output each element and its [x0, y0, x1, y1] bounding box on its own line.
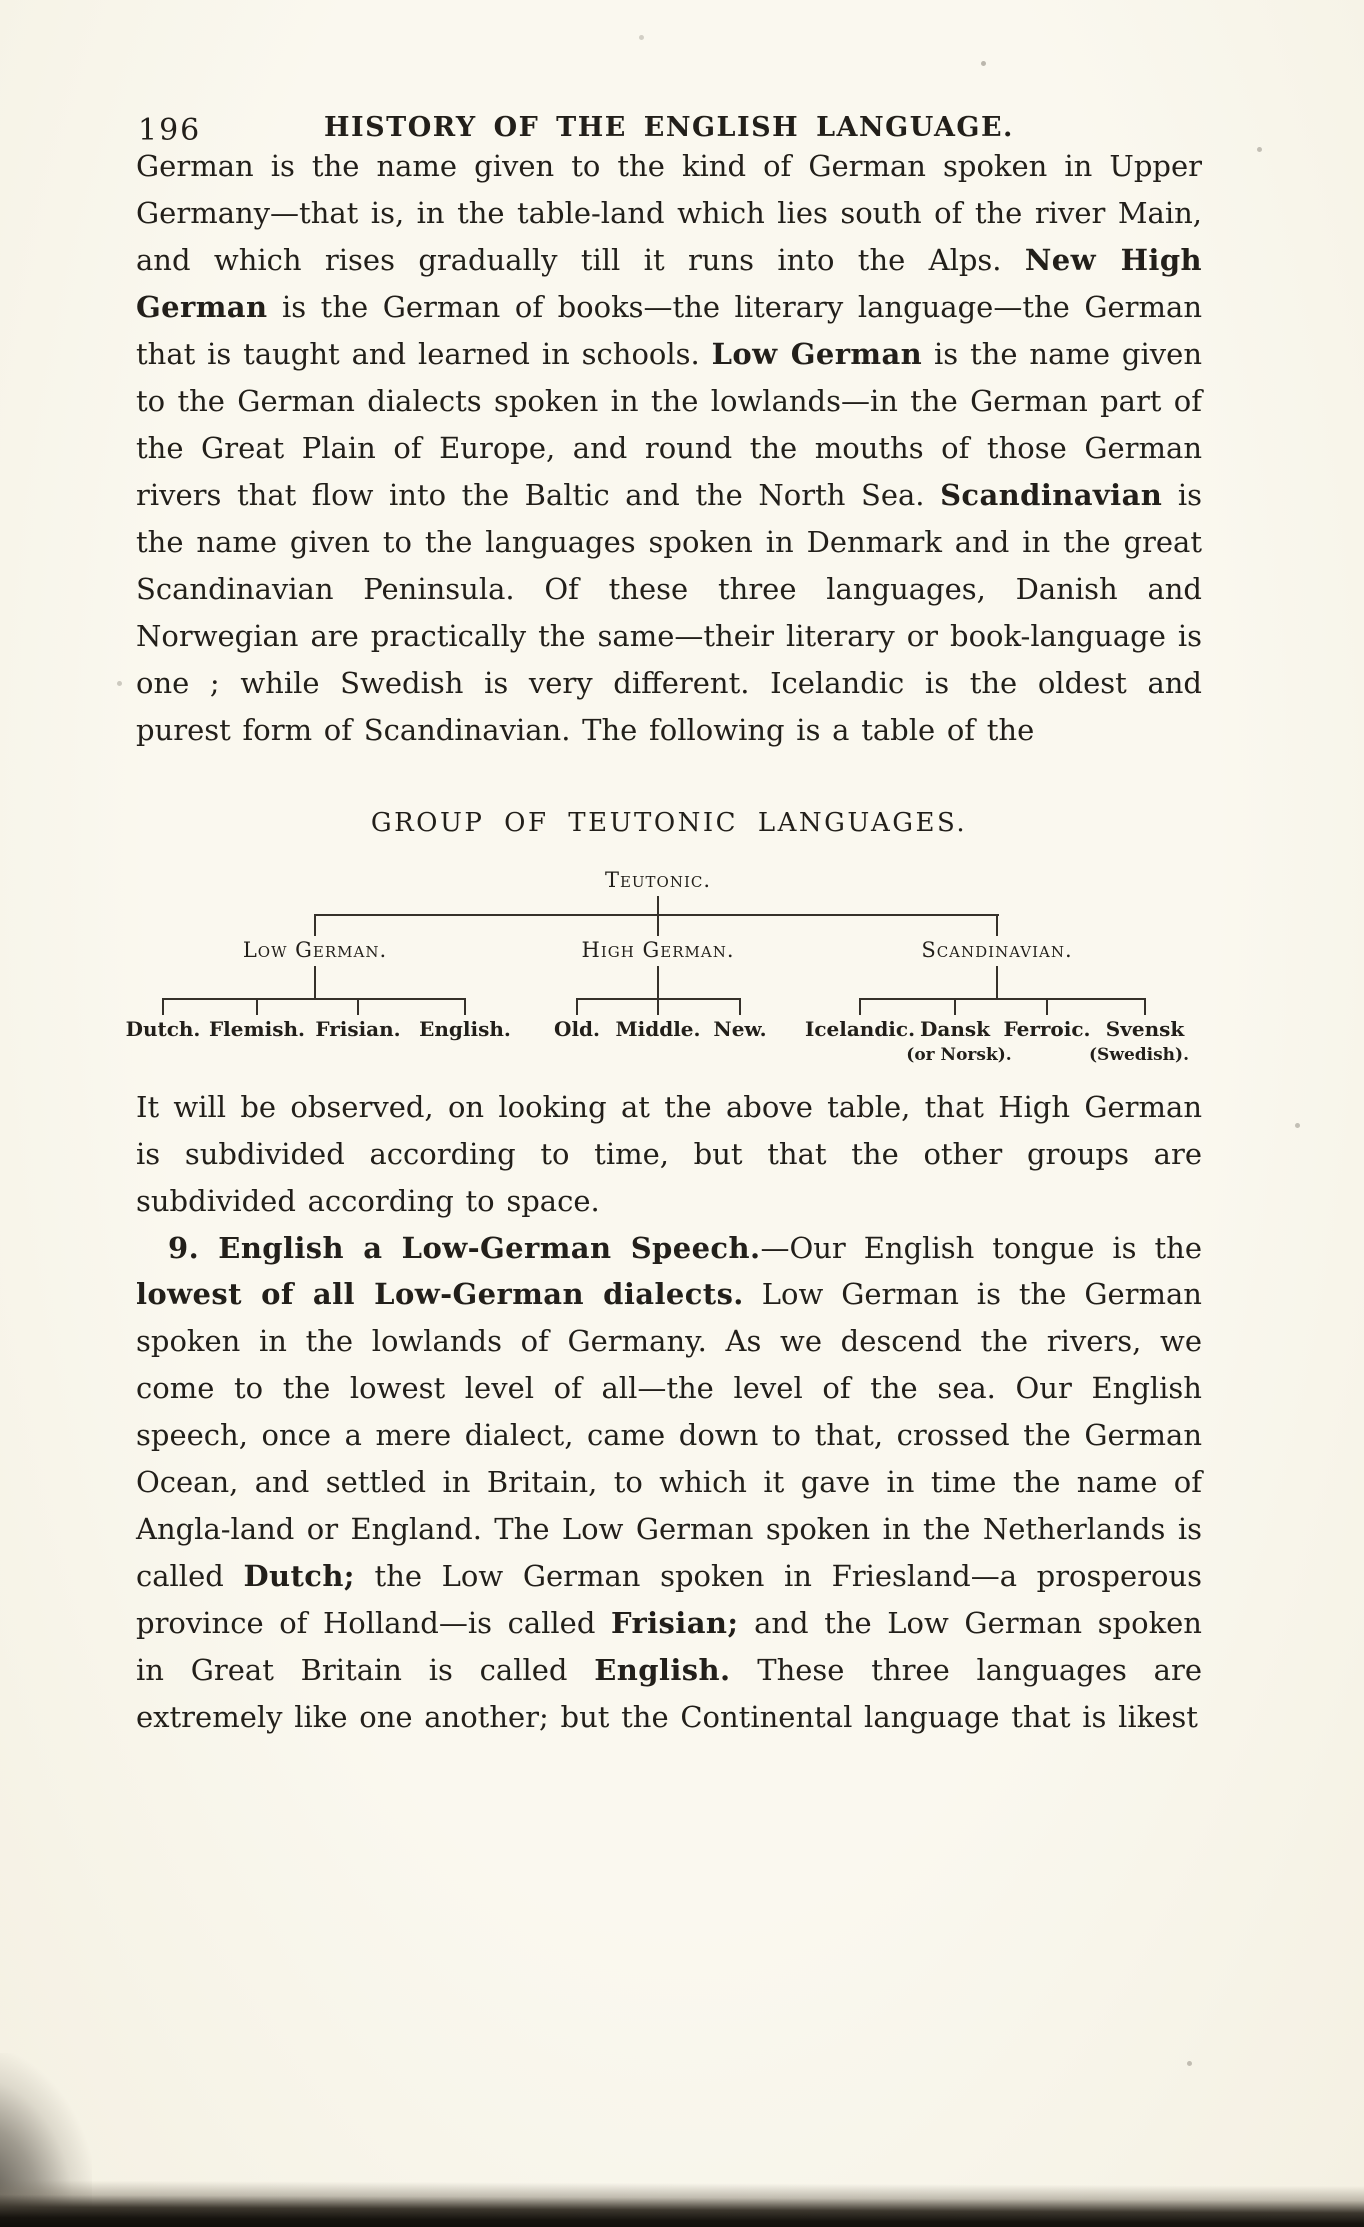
tree-leaf-flemish: Flemish. [208, 1016, 306, 1041]
tree-connector [996, 914, 998, 936]
tree-connector [657, 998, 659, 1015]
group-heading: GROUP OF TEUTONIC LANGUAGES. [370, 807, 968, 838]
tree-connector [577, 998, 741, 1000]
tree-subleaf-or-norsk: (or Norsk). [906, 1044, 1012, 1065]
tree-leaf-svensk: Svensk [1105, 1016, 1185, 1041]
tree-connector [256, 998, 258, 1015]
page-number: 196 [138, 113, 202, 148]
tree-leaf-ferroic: Ferroic. [1003, 1016, 1091, 1041]
paragraph-german-dialects: German is the name given to the kind of German spoken in Upper Germany—that is, in the table-land which lies south of the river Main, and which rises gradually till it runs into the Alps. New High German is the German of books—the literary language—the German that is taught and learned in schools. Low German is the name given to the German dialects spoken in the lowlands—in the German part of the Great Plain of Europe, and round the mouths of those German rivers that flow into the Baltic and the North Sea. Scandinavian is the name given to the languages spoken in Denmark and in the great Scandinavian Peninsula. Of these three languages, Danish and Norwegian are practically the same—their literary or book-language is one ; while Swedish is very different. Icelandic is the oldest and purest form of Scandinavian. The following is a table of the [136, 149, 1202, 747]
page-content [125, 0, 1203, 1741]
tree-connector [859, 998, 861, 1015]
tree-connector [954, 998, 956, 1015]
tree-subleaf-swedish: (Swedish). [1088, 1044, 1190, 1065]
tree-connector [576, 998, 578, 1015]
tree-connector [860, 998, 1146, 1000]
tree-leaf-middle: Middle. [615, 1016, 701, 1041]
tree-root-label: Teutonic. [604, 867, 712, 892]
tree-connector [739, 998, 741, 1015]
tree-leaf-english: English. [419, 1016, 511, 1041]
tree-branch-low-german: Low German. [242, 937, 388, 962]
tree-connector [464, 998, 466, 1015]
tree-leaf-icelandic: Icelandic. [804, 1016, 916, 1041]
running-title: HISTORY OF THE ENGLISH LANGUAGE. [324, 112, 1014, 143]
tree-connector [996, 966, 998, 998]
tree-connector [162, 998, 164, 1015]
tree-leaf-frisian: Frisian. [315, 1016, 401, 1041]
paragraph-table-observation: It will be observed, on looking at the above table, that High German is subdivided according to time, but that the other groups are subdivided according to space. [136, 1089, 1202, 1218]
tree-connector [163, 998, 466, 1000]
tree-connector [1046, 998, 1048, 1015]
tree-connector [1144, 998, 1146, 1015]
tree-connector [357, 998, 359, 1015]
tree-branch-high-german: High German. [581, 937, 735, 962]
tree-connector [657, 966, 659, 998]
paragraph-english-low-german: 9. English a Low-German Speech.—Our English tongue is the lowest of all Low-German dialects. Low German is the German spoken in the lowlands of Germany. As we descend the rivers, we come to the lowest level of all—the level of the sea. Our English speech, once a mere dialect, came down to that, crossed the German Ocean, and settled in Britain, to which it gave in time the name of Angla-land or England. The Low German spoken in the Netherlands is called Dutch; the Low German spoken in Friesland—a prosperous province of Holland—is called Frisian; and the Low German spoken in Great Britain is called English. These three languages are extremely like one another; but the Continental language that is likest [136, 1230, 1203, 1735]
scan-page-bottom-edge [0, 2180, 1364, 2227]
tree-branch-scandinavian: Scandinavian. [921, 937, 1073, 962]
scan-speck-artifacts [0, 0, 3, 3]
tree-connector [314, 966, 316, 998]
tree-leaf-dutch: Dutch. [125, 1016, 201, 1041]
tree-connector [314, 914, 316, 936]
tree-leaf-new: New. [713, 1016, 767, 1041]
tree-leaf-old: Old. [554, 1016, 600, 1041]
page-header [136, 112, 1202, 148]
tree-connector [657, 896, 659, 914]
tree-connector [657, 914, 659, 936]
tree-leaf-dansk: Dansk [920, 1016, 990, 1041]
teutonic-language-tree [125, 867, 1202, 1084]
